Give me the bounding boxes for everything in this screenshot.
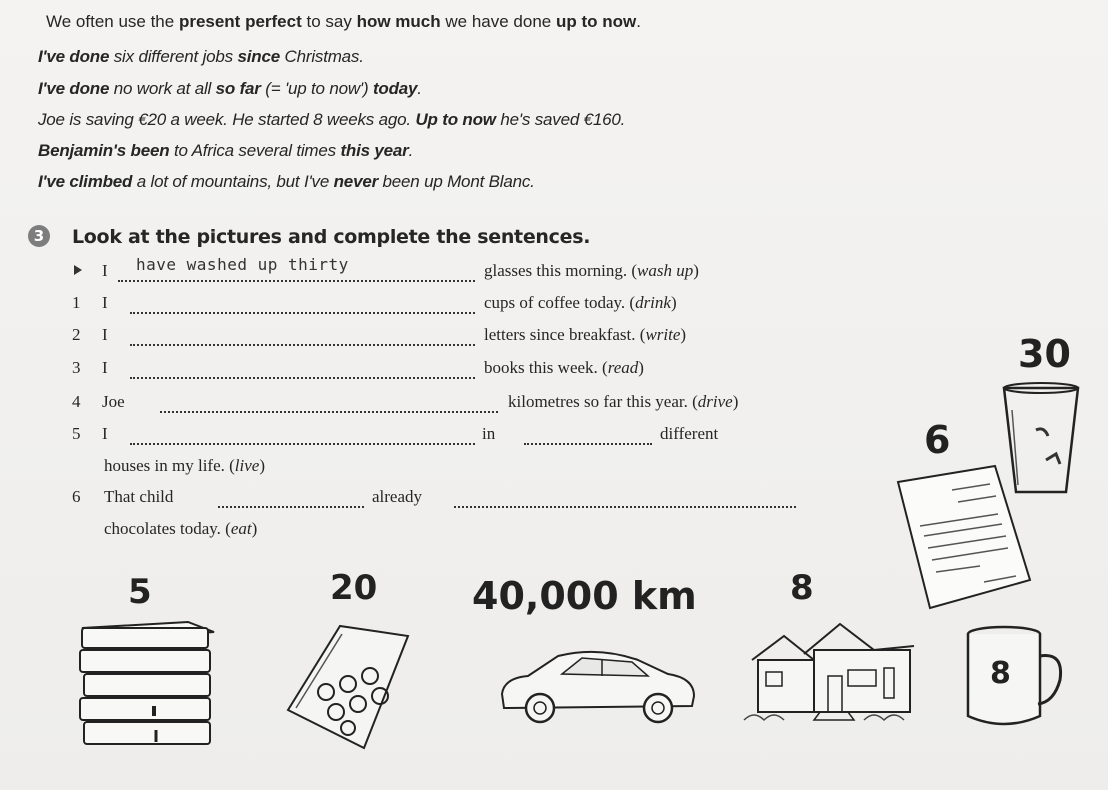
houses-count-label: 8 — [790, 568, 814, 608]
mug-number-label: 8 — [990, 656, 1011, 691]
answer-blank-5b[interactable] — [524, 443, 652, 445]
item-5-number: 5 — [72, 424, 81, 443]
answer-blank-5a[interactable] — [130, 443, 475, 445]
answer-blank-3[interactable] — [130, 377, 475, 379]
example-sentence-3: Joe is saving €20 a week. He started 8 weeks ago. Up to now he's saved €160. — [38, 110, 626, 129]
letter-count-label: 6 — [924, 418, 951, 462]
exercise-heading: Look at the pictures and complete the sentences. — [72, 226, 591, 248]
item-1-number: 1 — [72, 293, 81, 312]
distance-label: 40,000 km — [472, 574, 697, 618]
item-1-rest: cups of coffee today. (drink) — [484, 293, 677, 312]
glass-count-label: 30 — [1018, 332, 1071, 376]
answer-blank-1[interactable] — [130, 312, 475, 314]
exercise-number-badge: 3 — [28, 225, 50, 247]
letter-icon — [890, 462, 1040, 610]
example-sentence-2: I've done no work at all so far (= 'up to now') today. — [38, 79, 422, 98]
item-example-rest: glasses this morning. (wash up) — [484, 261, 699, 280]
example-sentence-1: I've done six different jobs since Christmas. — [38, 47, 364, 66]
books-count-label: 5 — [128, 572, 152, 612]
item-2-number: 2 — [72, 325, 81, 344]
item-1-subject: I — [102, 293, 108, 312]
example-arrow-icon — [74, 265, 82, 275]
item-6-subject: That child — [104, 487, 174, 506]
chocolates-box-icon — [282, 618, 414, 752]
car-icon — [498, 646, 698, 728]
answer-blank-6b[interactable] — [454, 506, 796, 508]
item-5-subject: I — [102, 424, 108, 443]
item-4-number: 4 — [72, 392, 81, 411]
example-answer: have washed up thirty — [136, 255, 349, 274]
item-3-number: 3 — [72, 358, 81, 377]
books-stack-icon — [78, 618, 220, 750]
item-2-rest: letters since breakfast. (write) — [484, 325, 687, 344]
answer-blank-example — [118, 280, 475, 282]
chocolates-count-label: 20 — [330, 568, 378, 608]
item-example-subject: I — [102, 261, 108, 280]
example-sentence-5: I've climbed a lot of mountains, but I've never been up Mont Blanc. — [38, 172, 535, 191]
item-5-continuation: houses in my life. (live) — [104, 456, 266, 475]
item-4-rest: kilometres so far this year. (drive) — [508, 392, 739, 411]
item-4-subject: Joe — [102, 392, 125, 411]
answer-blank-2[interactable] — [130, 344, 475, 346]
item-6-mid: already — [372, 487, 423, 506]
example-sentence-4: Benjamin's been to Africa several times this year. — [38, 141, 414, 160]
house-icon — [744, 620, 920, 726]
item-6-number: 6 — [72, 487, 81, 506]
item-2-subject: I — [102, 325, 108, 344]
intro-sentence: We often use the present perfect to say how much we have done up to now. — [46, 12, 641, 31]
item-3-subject: I — [102, 358, 108, 377]
item-5-rest: different — [660, 424, 719, 443]
item-3-rest: books this week. (read) — [484, 358, 644, 377]
item-6-continuation: chocolates today. (eat) — [104, 519, 258, 538]
mug-icon — [964, 624, 1068, 732]
answer-blank-6a[interactable] — [218, 506, 364, 508]
answer-blank-4[interactable] — [160, 411, 498, 413]
item-5-mid: in — [482, 424, 496, 443]
